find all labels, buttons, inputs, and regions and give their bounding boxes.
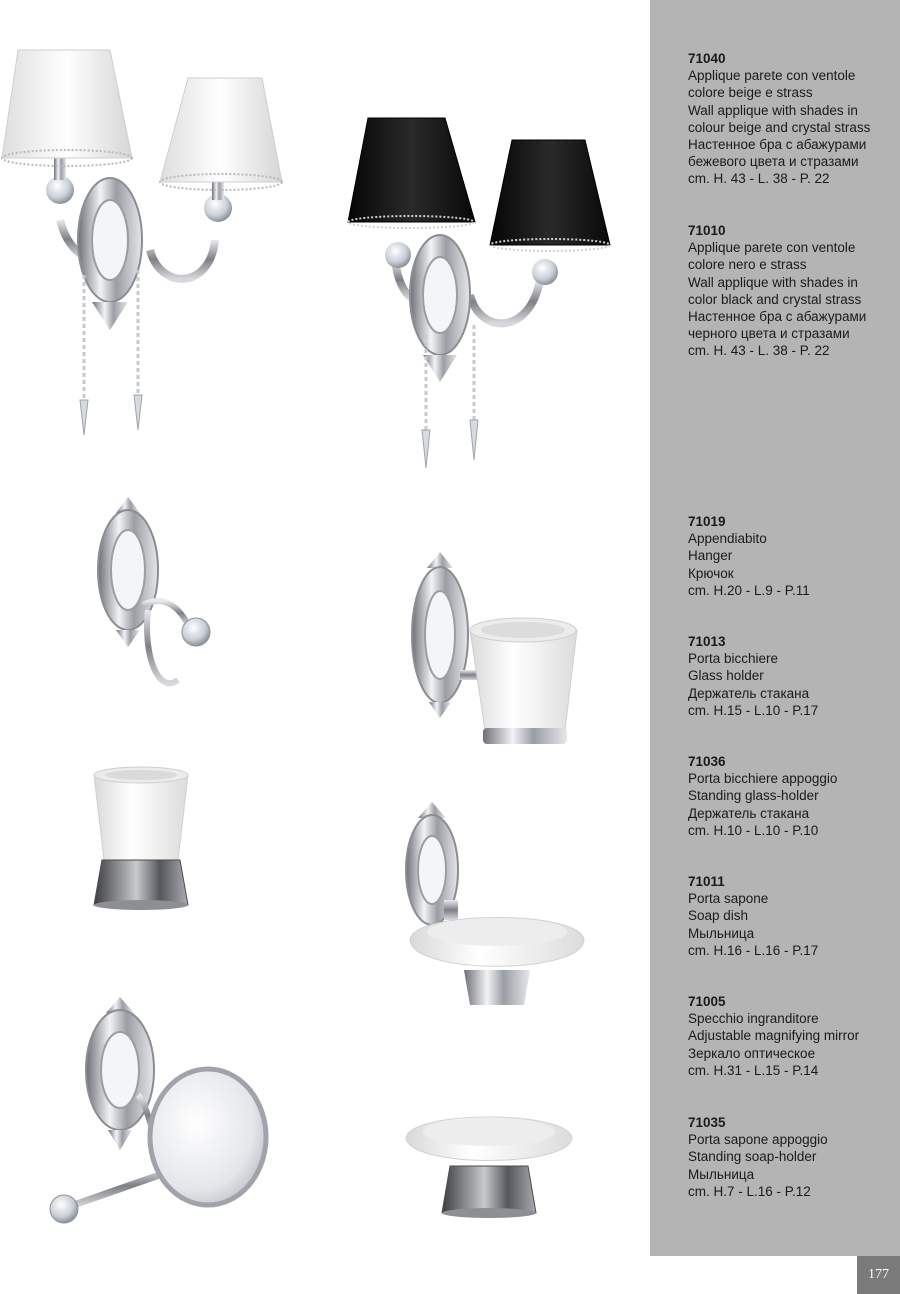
product-line: Glass holder <box>688 668 764 684</box>
product-entry-71035 <box>688 1114 893 1200</box>
wall-applique-black-image <box>340 110 620 475</box>
product-entry-71011 <box>688 873 893 959</box>
soap-dish-image <box>402 800 592 1015</box>
product-code: 71035 <box>688 1115 726 1130</box>
product-entry-71005 <box>688 993 893 1079</box>
product-code: 71040 <box>688 51 726 66</box>
product-line: Soap dish <box>688 908 749 924</box>
product-line: Крючок <box>688 565 734 581</box>
product-line: color black and crystal strass <box>688 291 862 307</box>
product-entry-71013 <box>688 633 893 719</box>
magnifying-mirror-image <box>48 995 270 1230</box>
product-line: черного цвета и стразами <box>688 326 850 342</box>
wall-applique-beige-image <box>0 40 290 440</box>
product-dimensions: cm. H.7 - L.16 - P.12 <box>688 1183 811 1199</box>
product-dimensions: cm. H. 43 - L. 38 - P. 22 <box>688 171 830 187</box>
standing-glass-holder-image <box>88 765 198 915</box>
product-line: Держатель стакана <box>688 685 810 701</box>
product-code: 71013 <box>688 634 726 649</box>
product-code: 71019 <box>688 514 726 529</box>
product-line: Applique parete con ventole <box>688 68 856 84</box>
product-line: Зеркало оптическое <box>688 1045 816 1061</box>
product-dimensions: cm. H.20 - L.9 - P.11 <box>688 582 810 598</box>
product-line: Applique parete con ventole <box>688 240 856 256</box>
product-line: Porta bicchiere <box>688 651 779 667</box>
product-line: Standing soap-holder <box>688 1149 817 1165</box>
product-line: Adjustable magnifying mirror <box>688 1028 860 1044</box>
hanger-image <box>88 495 223 700</box>
product-code: 71010 <box>688 223 726 238</box>
product-line: colour beige and crystal strass <box>688 119 871 135</box>
product-entry-71036 <box>688 753 893 839</box>
page-number: 177 <box>857 1256 900 1294</box>
product-dimensions: cm. H.15 - L.10 - P.17 <box>688 702 819 718</box>
product-code: 71005 <box>688 994 726 1009</box>
product-line: Настенное бра с абажурами <box>688 137 867 153</box>
product-dimensions: cm. H.31 - L.15 - P.14 <box>688 1062 819 1078</box>
product-line: Specchio ingranditore <box>688 1011 819 1027</box>
product-line: Porta bicchiere appoggio <box>688 771 838 787</box>
product-line: Porta sapone <box>688 891 769 907</box>
product-line: colore beige e strass <box>688 85 813 101</box>
product-dimensions: cm. H.10 - L.10 - P.10 <box>688 822 819 838</box>
product-entry-71040 <box>688 50 893 188</box>
standing-soap-holder-image <box>402 1108 577 1223</box>
glass-holder-image <box>405 550 585 750</box>
product-code: 71036 <box>688 754 726 769</box>
product-line: Wall applique with shades in <box>688 274 858 290</box>
product-dimensions: cm. H. 43 - L. 38 - P. 22 <box>688 343 830 359</box>
product-line: Standing glass-holder <box>688 788 819 804</box>
product-line: colore nero e strass <box>688 257 807 273</box>
product-entry-71010 <box>688 222 893 360</box>
product-line: Porta sapone appoggio <box>688 1132 828 1148</box>
product-line: Настенное бра с абажурами <box>688 309 867 325</box>
product-entry-71019 <box>688 513 893 599</box>
product-line: Appendiabito <box>688 531 767 547</box>
product-line: Hanger <box>688 548 733 564</box>
product-dimensions: cm. H.16 - L.16 - P.17 <box>688 942 819 958</box>
product-line: Мыльница <box>688 1166 755 1182</box>
product-line: Wall applique with shades in <box>688 102 858 118</box>
product-code: 71011 <box>688 874 725 889</box>
product-line: Мыльница <box>688 925 755 941</box>
product-line: Держатель стакана <box>688 805 810 821</box>
product-line: бежевого цвета и стразами <box>688 154 859 170</box>
